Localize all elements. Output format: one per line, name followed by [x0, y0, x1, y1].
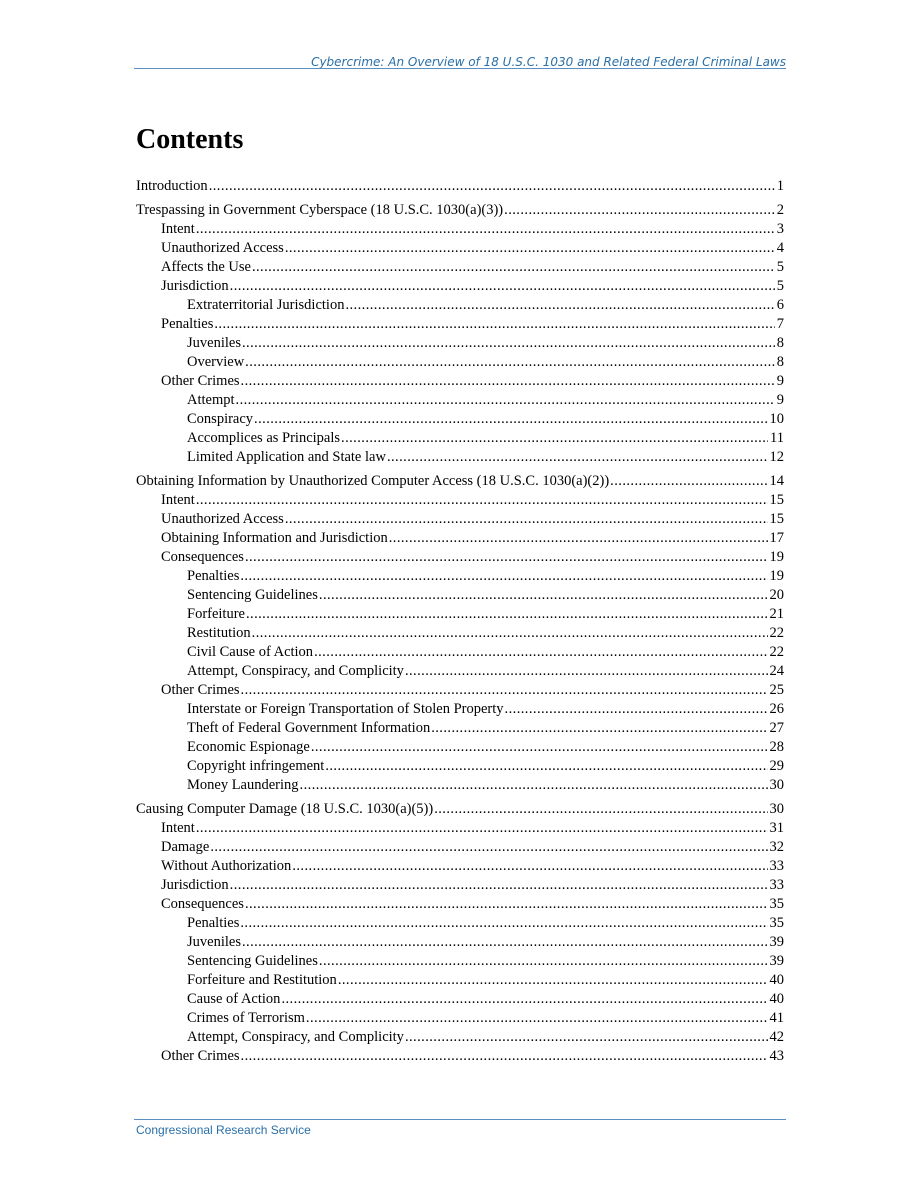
toc-page-number: 31 — [769, 820, 784, 836]
toc-page-number: 4 — [776, 240, 784, 256]
toc-page-number: 40 — [769, 991, 784, 1007]
toc-dot-leader — [341, 430, 784, 446]
toc-entry-label: Other Crimes — [161, 373, 240, 389]
toc-dot-leader — [281, 991, 784, 1007]
toc-page-number: 15 — [769, 492, 784, 508]
toc-page-number: 26 — [769, 701, 784, 717]
toc-dot-leader — [252, 259, 784, 275]
toc-dot-leader — [236, 392, 784, 408]
toc-entry-label: Civil Cause of Action — [187, 644, 314, 660]
toc-dot-leader — [389, 530, 784, 546]
toc-entry[interactable] — [136, 819, 784, 838]
toc-dot-leader — [505, 701, 784, 717]
toc-dot-leader — [241, 1048, 784, 1064]
toc-entry-label: Accomplices as Principals — [187, 430, 341, 446]
toc-page-number: 5 — [776, 278, 784, 294]
toc-dot-leader — [319, 587, 784, 603]
toc-entry[interactable] — [136, 353, 784, 372]
toc-dot-leader — [285, 511, 784, 527]
toc-dot-leader — [338, 972, 784, 988]
toc-entry-label: Penalties — [161, 316, 214, 332]
toc-page-number: 22 — [769, 644, 784, 660]
toc-entry-label: Damage — [161, 839, 210, 855]
toc-entry[interactable] — [136, 239, 784, 258]
toc-entry-label: Intent — [161, 492, 195, 508]
running-header: Cybercrime: An Overview of 18 U.S.C. 1030 and Related Federal Criminal Laws — [311, 55, 786, 69]
toc-entry[interactable] — [136, 448, 784, 467]
toc-entry[interactable] — [136, 529, 784, 548]
toc-entry[interactable] — [136, 971, 784, 990]
toc-entry[interactable] — [136, 605, 784, 624]
toc-entry-label: Copyright infringement — [187, 758, 325, 774]
toc-entry-label: Obtaining Information by Unauthorized Computer Access (18 U.S.C. 1030(a)(2)) — [136, 473, 610, 489]
toc-entry[interactable] — [136, 662, 784, 681]
toc-dot-leader — [434, 801, 784, 817]
header-rule — [134, 68, 786, 69]
toc-page-number: 30 — [769, 777, 784, 793]
toc-page-number: 1 — [776, 178, 784, 194]
toc-page-number: 29 — [769, 758, 784, 774]
toc-dot-leader — [405, 663, 784, 679]
toc-page-number: 15 — [769, 511, 784, 527]
toc-dot-leader — [242, 335, 784, 351]
toc-entry[interactable] — [136, 491, 784, 510]
toc-entry-label: Conspiracy — [187, 411, 254, 427]
toc-entry[interactable] — [136, 719, 784, 738]
toc-entry-label: Attempt, Conspiracy, and Complicity — [187, 1029, 404, 1045]
toc-entry-label: Other Crimes — [161, 1048, 240, 1064]
toc-entry-label: Jurisdiction — [161, 278, 229, 294]
toc-page-number: 6 — [776, 297, 784, 313]
toc-dot-leader — [241, 682, 784, 698]
toc-entry[interactable] — [136, 681, 784, 700]
toc-page-number: 10 — [769, 411, 784, 427]
toc-entry[interactable] — [136, 952, 784, 971]
toc-page-number: 19 — [769, 568, 784, 584]
toc-dot-leader — [300, 777, 784, 793]
toc-entry-label: Penalties — [187, 568, 240, 584]
toc-entry-label: Sentencing Guidelines — [187, 953, 318, 969]
toc-dot-leader — [245, 896, 784, 912]
toc-entry[interactable] — [136, 220, 784, 239]
toc-entry[interactable] — [136, 586, 784, 605]
toc-entry-label: Affects the Use — [161, 259, 251, 275]
toc-entry-label: Obtaining Information and Jurisdiction — [161, 530, 388, 546]
toc-entry-label: Economic Espionage — [187, 739, 310, 755]
toc-entry-label: Attempt — [187, 392, 235, 408]
toc-entry-label: Consequences — [161, 896, 244, 912]
toc-entry[interactable] — [136, 429, 784, 448]
toc-page-number: 12 — [769, 449, 784, 465]
toc-entry-label: Introduction — [136, 178, 208, 194]
toc-entry-label: Attempt, Conspiracy, and Complicity — [187, 663, 404, 679]
toc-dot-leader — [504, 202, 784, 218]
toc-page-number: 3 — [776, 221, 784, 237]
toc-page-number: 24 — [769, 663, 784, 679]
toc-page-number: 33 — [769, 858, 784, 874]
toc-entry-label: Intent — [161, 221, 195, 237]
toc-dot-leader — [405, 1029, 784, 1045]
toc-page-number: 8 — [776, 335, 784, 351]
toc-page-number: 9 — [776, 392, 784, 408]
toc-dot-leader — [241, 373, 784, 389]
toc-dot-leader — [387, 449, 784, 465]
toc-entry-label: Cause of Action — [187, 991, 281, 1007]
toc-entry[interactable] — [136, 472, 784, 491]
toc-dot-leader — [285, 240, 784, 256]
toc-dot-leader — [246, 606, 784, 622]
toc-entry-label: Unauthorized Access — [161, 511, 284, 527]
toc-entry-label: Sentencing Guidelines — [187, 587, 318, 603]
toc-entry[interactable] — [136, 510, 784, 529]
toc-dot-leader — [230, 877, 784, 893]
toc-entry[interactable] — [136, 933, 784, 952]
toc-page-number: 9 — [776, 373, 784, 389]
toc-entry[interactable] — [136, 1028, 784, 1047]
toc-entry-label: Intent — [161, 820, 195, 836]
toc-dot-leader — [214, 316, 784, 332]
toc-entry-label: Trespassing in Government Cyberspace (18 U.S.C. 1030(a)(3)) — [136, 202, 504, 218]
toc-entry[interactable] — [136, 857, 784, 876]
toc-dot-leader — [196, 492, 784, 508]
toc-entry-label: Juveniles — [187, 335, 241, 351]
toc-dot-leader — [325, 758, 784, 774]
table-of-contents — [136, 177, 784, 1066]
toc-entry[interactable] — [136, 838, 784, 857]
toc-dot-leader — [306, 1010, 784, 1026]
toc-entry-label: Forfeiture and Restitution — [187, 972, 337, 988]
toc-entry[interactable] — [136, 1047, 784, 1066]
toc-page-number: 11 — [770, 430, 784, 446]
toc-entry-label: Causing Computer Damage (18 U.S.C. 1030(a)(5)) — [136, 801, 434, 817]
toc-page-number: 43 — [769, 1048, 784, 1064]
toc-entry[interactable] — [136, 876, 784, 895]
toc-page-number: 28 — [769, 739, 784, 755]
toc-page-number: 21 — [769, 606, 784, 622]
toc-page-number: 42 — [769, 1029, 784, 1045]
toc-page-number: 25 — [769, 682, 784, 698]
toc-dot-leader — [196, 820, 784, 836]
toc-page-number: 7 — [776, 316, 784, 332]
toc-page-number: 30 — [769, 801, 784, 817]
toc-entry[interactable] — [136, 800, 784, 819]
toc-entry[interactable] — [136, 296, 784, 315]
toc-page-number: 32 — [769, 839, 784, 855]
toc-entry[interactable] — [136, 177, 784, 196]
toc-entry-label: Money Laundering — [187, 777, 299, 793]
toc-entry[interactable] — [136, 567, 784, 586]
toc-page-number: 17 — [769, 530, 784, 546]
toc-entry[interactable] — [136, 410, 784, 429]
toc-page-number: 19 — [769, 549, 784, 565]
toc-entry-label: Other Crimes — [161, 682, 240, 698]
toc-entry[interactable] — [136, 277, 784, 296]
toc-entry[interactable] — [136, 895, 784, 914]
toc-dot-leader — [230, 278, 784, 294]
toc-entry[interactable] — [136, 201, 784, 220]
footer-publisher: Congressional Research Service — [136, 1123, 311, 1137]
page-title: Contents — [136, 124, 244, 155]
toc-entry-label: Overview — [187, 354, 245, 370]
toc-page-number: 35 — [769, 896, 784, 912]
toc-entry[interactable] — [136, 776, 784, 795]
toc-entry-label: Juveniles — [187, 934, 241, 950]
toc-entry-label: Interstate or Foreign Transportation of Stolen Property — [187, 701, 504, 717]
toc-dot-leader — [292, 858, 784, 874]
toc-entry[interactable] — [136, 258, 784, 277]
toc-dot-leader — [345, 297, 784, 313]
toc-page-number: 39 — [769, 953, 784, 969]
toc-entry[interactable] — [136, 372, 784, 391]
toc-entry[interactable] — [136, 757, 784, 776]
toc-dot-leader — [240, 915, 784, 931]
toc-entry-label: Extraterritorial Jurisdiction — [187, 297, 345, 313]
toc-page-number: 8 — [776, 354, 784, 370]
toc-dot-leader — [242, 934, 784, 950]
toc-entry[interactable] — [136, 738, 784, 757]
toc-entry[interactable] — [136, 315, 784, 334]
toc-entry-label: Penalties — [187, 915, 240, 931]
toc-dot-leader — [311, 739, 784, 755]
toc-dot-leader — [254, 411, 784, 427]
toc-dot-leader — [245, 354, 784, 370]
toc-page-number: 40 — [769, 972, 784, 988]
toc-entry[interactable] — [136, 334, 784, 353]
toc-dot-leader — [252, 625, 784, 641]
toc-dot-leader — [210, 839, 784, 855]
toc-dot-leader — [196, 221, 784, 237]
toc-entry-label: Jurisdiction — [161, 877, 229, 893]
toc-dot-leader — [209, 178, 784, 194]
toc-entry-label: Crimes of Terrorism — [187, 1010, 305, 1026]
toc-dot-leader — [314, 644, 784, 660]
toc-page-number: 41 — [769, 1010, 784, 1026]
toc-page-number: 2 — [776, 202, 784, 218]
toc-entry-label: Without Authorization — [161, 858, 292, 874]
toc-page-number: 33 — [769, 877, 784, 893]
toc-page-number: 22 — [769, 625, 784, 641]
toc-page-number: 27 — [769, 720, 784, 736]
toc-page-number: 39 — [769, 934, 784, 950]
toc-entry-label: Theft of Federal Government Information — [187, 720, 431, 736]
toc-entry-label: Consequences — [161, 549, 244, 565]
footer-rule — [134, 1119, 786, 1120]
toc-entry[interactable] — [136, 914, 784, 933]
toc-entry[interactable] — [136, 1009, 784, 1028]
toc-entry[interactable] — [136, 700, 784, 719]
toc-entry[interactable] — [136, 624, 784, 643]
toc-page-number: 5 — [776, 259, 784, 275]
toc-dot-leader — [610, 473, 784, 489]
toc-entry[interactable] — [136, 548, 784, 567]
toc-entry-label: Unauthorized Access — [161, 240, 284, 256]
toc-page-number: 20 — [769, 587, 784, 603]
toc-dot-leader — [319, 953, 784, 969]
toc-entry[interactable] — [136, 643, 784, 662]
toc-page-number: 35 — [769, 915, 784, 931]
toc-entry[interactable] — [136, 391, 784, 410]
toc-entry-label: Limited Application and State law — [187, 449, 386, 465]
toc-dot-leader — [245, 549, 784, 565]
toc-dot-leader — [240, 568, 784, 584]
toc-dot-leader — [431, 720, 784, 736]
toc-page-number: 14 — [769, 473, 784, 489]
toc-entry-label: Forfeiture — [187, 606, 245, 622]
toc-entry[interactable] — [136, 990, 784, 1009]
toc-entry-label: Restitution — [187, 625, 251, 641]
